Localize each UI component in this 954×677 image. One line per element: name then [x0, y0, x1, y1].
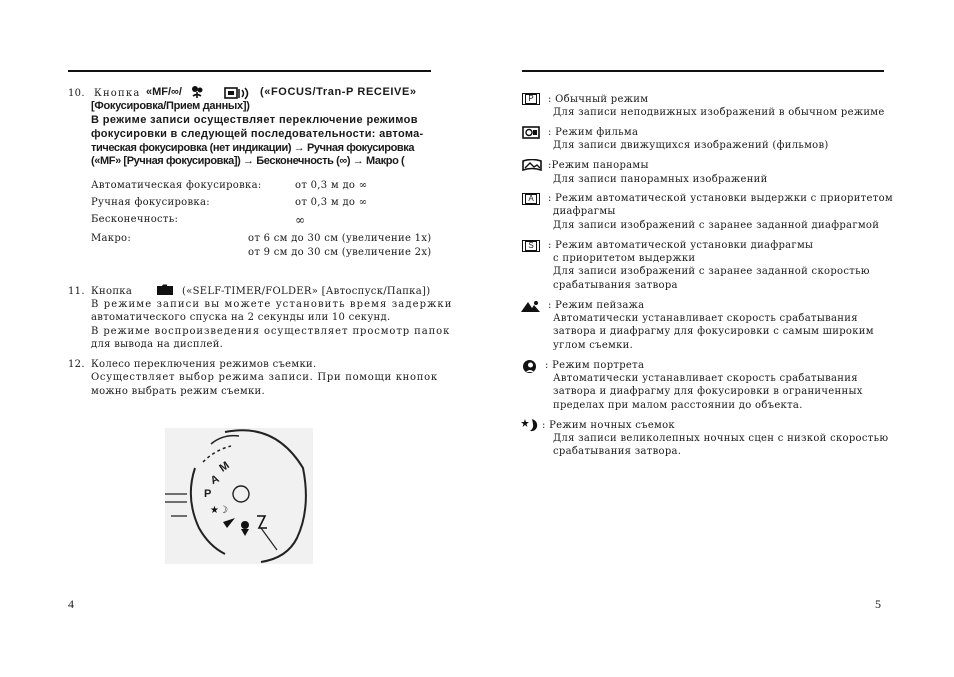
mode-movie-desc-1: Для записи движущихся изображений (фильмов): [553, 140, 829, 151]
mode-portrait-title: : Режим портрета: [545, 360, 645, 371]
mode-night-desc-2: срабатывания затвора.: [553, 446, 682, 457]
mode-night-title: : Режим ночных съемок: [542, 420, 675, 431]
p-box-icon: [522, 93, 540, 105]
item10-body-1: В режиме записи осуществляет переключение режимов: [91, 114, 418, 126]
item12-body-2: Осуществляет выбор режима записи. При помощи кнопок: [91, 372, 438, 383]
item11-body-4: для вывода на дисплей.: [91, 339, 224, 350]
item10-body-4: («MF» [Ручная фокусировка]) → Бесконечность (∞) → Макро (: [91, 155, 405, 167]
dial-letter-m: M: [217, 459, 232, 475]
a-box-glyph: A: [525, 194, 536, 204]
dial-letter-p: P: [204, 488, 212, 500]
svg-text:★☽: ★☽: [210, 505, 228, 516]
focus-value-manual: от 0,3 м до ∞: [295, 197, 368, 208]
item10-head-line2: [Фокусировка/Прием данных]): [91, 100, 250, 112]
item11-body-3: В режиме воспроизведения осуществляет просмотр папок: [91, 326, 451, 337]
focus-value-macro-1: от 6 см до 30 см (увеличение 1x): [248, 233, 432, 244]
mode-movie-title: : Режим фильма: [548, 127, 639, 138]
mode-portrait-desc-2: затвора и диафрагму для фокусировки в ограниченных: [553, 386, 863, 397]
item12-body-1: Колесо переключения режимов съемки.: [91, 359, 317, 370]
focus-label-manual: Ручная фокусировка:: [91, 197, 210, 208]
mode-night-desc-1: Для записи великолепных ночных сцен с низкой скоростью: [553, 433, 889, 444]
mode-portrait-desc-3: пределах при малом расстоянии до объекта.: [553, 400, 803, 411]
mode-tv-desc-2: Для записи изображений с заранее заданной скоростью: [553, 266, 870, 277]
item11-head-a: Кнопка: [91, 286, 133, 297]
item12-body-3: можно выбрать режим съемки.: [91, 386, 265, 397]
left-top-rule: [68, 70, 431, 72]
left-page-number: 4: [68, 597, 74, 611]
portrait-icon: [522, 359, 537, 377]
folder-icon: [156, 284, 174, 299]
panorama-icon: [522, 159, 542, 174]
mode-tv-desc-1: с приоритетом выдержки: [553, 253, 696, 264]
p-box-glyph: P: [525, 94, 536, 104]
focus-value-auto: от 0,3 м до ∞: [295, 180, 368, 191]
mode-landscape-desc-1: Автоматически устанавливает скорость срабатывания: [553, 313, 858, 324]
focus-value-infinity: ∞: [295, 213, 306, 227]
focus-label-auto: Автоматическая фокусировка:: [91, 180, 262, 191]
mode-panorama-desc-1: Для записи панорамных изображений: [553, 174, 768, 185]
item10-body-2: фокусировки в следующей последовательности: автома-: [91, 128, 424, 140]
mode-landscape-desc-3: углом съемки.: [553, 340, 634, 351]
mode-landscape-title: : Режим пейзажа: [548, 300, 645, 311]
mode-av-desc-1: диафрагмы: [553, 206, 616, 217]
mode-av-desc-2: Для записи изображений с заранее заданной диафрагмой: [553, 220, 880, 231]
night-icon: [521, 418, 539, 436]
item12-number: 12.: [68, 359, 85, 370]
mode-dial-illustration: [165, 428, 313, 564]
item10-number: 10.: [68, 88, 85, 99]
movie-icon: [522, 126, 540, 142]
mode-av-title: : Режим автоматической установки выдержки с приоритетом: [548, 193, 893, 204]
focus-label-macro: Макро:: [91, 233, 132, 244]
dial-letter-a: A: [208, 472, 222, 488]
s-box-icon: [522, 240, 540, 252]
item10-head-c: («FOCUS/Tran-P RECEIVE»: [260, 86, 417, 98]
item11-number: 11.: [68, 286, 85, 297]
mode-dial-drawing: [165, 428, 313, 564]
item11-head-b: («SELF-TIMER/FOLDER» [Автоспуск/Папка]): [182, 286, 431, 297]
mode-normal-desc-1: Для записи неподвижных изображений в обычном режиме: [553, 107, 885, 118]
s-box-glyph: S: [525, 241, 536, 251]
a-box-icon: [522, 193, 540, 205]
mode-landscape-desc-2: затвора и диафрагму для фокусировки с самым широким: [553, 326, 874, 337]
focus-value-macro-2: от 9 см до 30 см (увеличение 2x): [248, 247, 432, 258]
mode-tv-title: : Режим автоматической установки диафрагмы: [548, 240, 814, 251]
item11-body-2: автоматического спуска на 2 секунды или 10 секунд.: [91, 312, 391, 323]
item10-body-3: тическая фокусировка (нет индикации) → Ручная фокусировка: [91, 142, 415, 154]
right-page-number: 5: [875, 597, 881, 611]
mode-tv-desc-3: срабатывания затвора: [553, 280, 678, 291]
item11-body-1: В режиме записи вы можете установить время задержки: [91, 299, 453, 310]
mode-panorama-title: :Режим панорамы: [548, 160, 649, 171]
focus-label-infinity: Бесконечность:: [91, 214, 179, 225]
mode-normal-title: : Обычный режим: [548, 94, 649, 105]
mode-portrait-desc-1: Автоматически устанавливает скорость срабатывания: [553, 373, 858, 384]
right-top-rule: [522, 70, 884, 72]
landscape-icon: [521, 300, 540, 316]
item10-head-b: «MF/∞/: [146, 86, 182, 98]
item10-head-a: Кнопка: [94, 88, 141, 99]
